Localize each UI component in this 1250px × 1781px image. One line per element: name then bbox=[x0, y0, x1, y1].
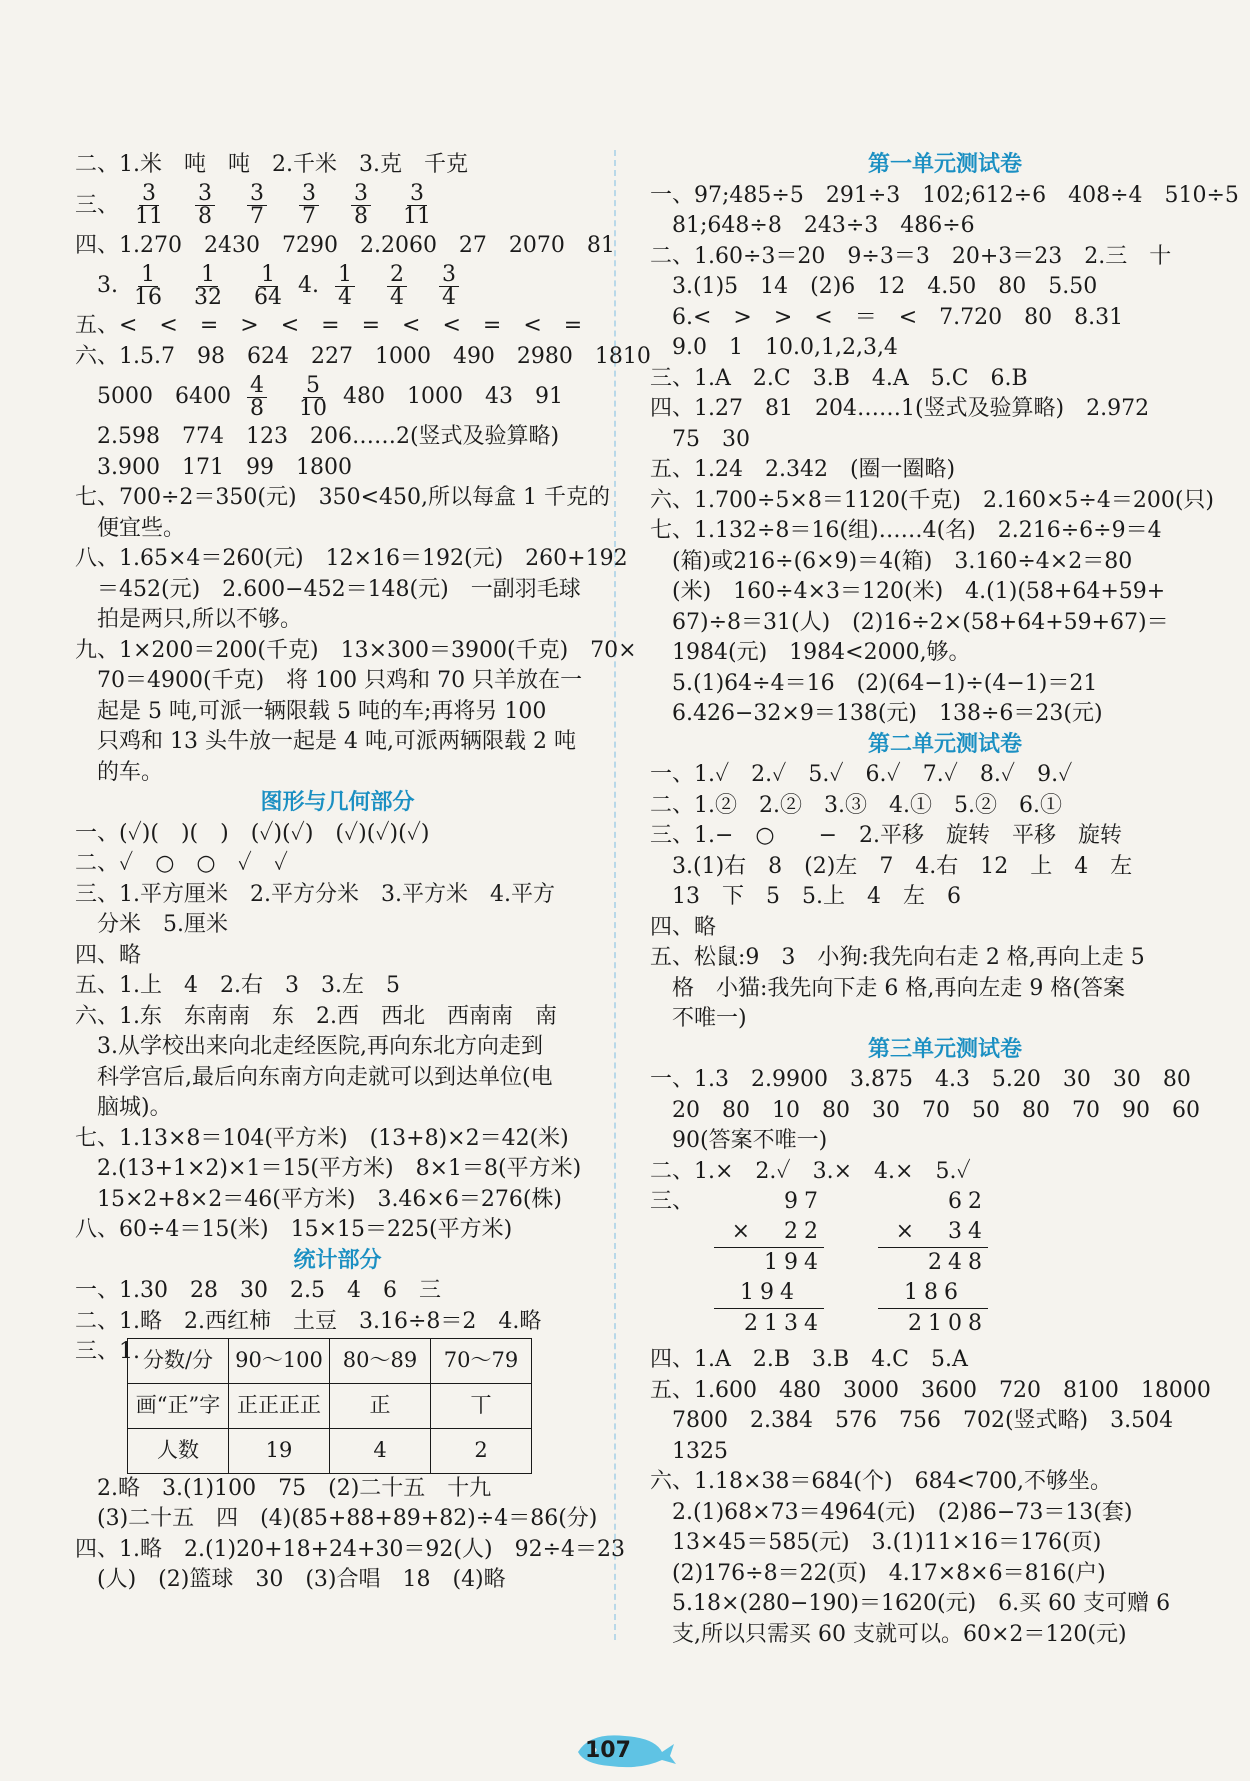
section-title-unit-2: 第二单元测试卷 bbox=[867, 731, 1022, 757]
denominator: 16 bbox=[134, 284, 162, 310]
answer-line: 三、1.平方厘米 2.平方分米 3.平方米 4.平方 bbox=[75, 881, 555, 907]
answer-line: 五、1.上 4 2.右 3 3.左 5 bbox=[75, 973, 400, 998]
answer-line: (米) 160÷4×3＝120(米) 4.(1)(58+64+59+ bbox=[650, 579, 1166, 604]
column-divider bbox=[614, 150, 616, 1640]
numerator: 3 bbox=[247, 183, 267, 206]
answer-line: 3.从学校出来向北走经医院,再向东北方向走到 bbox=[75, 1034, 543, 1059]
table-cell: 分数/分 bbox=[128, 1338, 229, 1383]
answer-line: 二、1.略 2.西红柿 土豆 3.16÷8＝2 4.略 bbox=[75, 1308, 542, 1334]
denominator: 11 bbox=[135, 204, 164, 229]
answer-line: 75 30 bbox=[650, 426, 750, 452]
answer-line: 2.(13+1×2)×1＝15(平方米) 8×1＝8(平方米) bbox=[75, 1156, 582, 1181]
answer-line: 支,所以只需买 60 支就可以。60×2＝120(元) bbox=[650, 1621, 1127, 1647]
item-label: 4. bbox=[298, 273, 319, 298]
table-cell: 正正正正 bbox=[229, 1383, 330, 1428]
mult-row: 2108 bbox=[908, 1311, 989, 1336]
answer-line: 6.< > > < ＝ < 7.720 80 8.31 bbox=[650, 304, 1124, 330]
answer-line: 5.18×(280−190)＝1620(元) 6.买 60 支可赠 6 bbox=[650, 1591, 1171, 1616]
denominator: 11 bbox=[403, 204, 432, 229]
fraction bbox=[194, 261, 222, 310]
answer-line: 二、✓ ○ ○ ✓ ✓ bbox=[75, 851, 288, 876]
answer-line: 七、1.132÷8＝16(组)……4(名) 2.216÷6÷9＝4 bbox=[650, 518, 1162, 543]
numerator: 3 bbox=[139, 183, 159, 206]
answer-line: 9.0 1 10.0,1,2,3,4 bbox=[650, 335, 898, 360]
answer-line: ＝452(元) 2.600−452＝148(元) 一副羽毛球 bbox=[75, 576, 581, 602]
answer-line: 13×45＝585(元) 3.(1)11×16＝176(页) bbox=[650, 1530, 1102, 1555]
fraction bbox=[335, 261, 355, 310]
table-row bbox=[128, 1338, 532, 1383]
mult-row: 97 bbox=[784, 1189, 825, 1214]
fraction bbox=[195, 183, 215, 228]
table-cell: 2 bbox=[431, 1428, 532, 1473]
right-column bbox=[650, 150, 1240, 1650]
answer-line: 2.(1)68×73＝4964(元) (2)86−73＝13(套) bbox=[650, 1499, 1133, 1525]
answer-text: 5000 6400 bbox=[75, 384, 231, 409]
fraction bbox=[387, 261, 407, 310]
answer-line: 二、1.米 吨 吨 2.千米 3.克 千克 bbox=[75, 152, 468, 177]
numerator: 3 bbox=[299, 183, 319, 206]
answer-line: 脑城)。 bbox=[75, 1095, 172, 1120]
numerator: 1 bbox=[138, 264, 158, 287]
fraction-row bbox=[75, 261, 600, 311]
answer-line: 五、< < = > < = = < < = < = bbox=[75, 313, 583, 338]
denominator: 8 bbox=[198, 204, 213, 229]
fraction bbox=[247, 183, 267, 228]
fraction-row bbox=[75, 372, 600, 422]
answer-line: 二、1.60÷3＝20 9÷3＝3 20+3＝23 2.三 十 bbox=[650, 243, 1172, 269]
fraction-group bbox=[119, 181, 447, 229]
denominator: 7 bbox=[250, 204, 265, 229]
denominator: 4 bbox=[390, 284, 404, 310]
fraction bbox=[135, 183, 163, 228]
numerator: 1 bbox=[335, 264, 355, 287]
answer-line: 三、1.− ○ − 2.平移 旋转 平移 旋转 bbox=[650, 823, 1123, 848]
answer-line: 一、1.30 28 30 2.5 4 6 三 bbox=[75, 1278, 441, 1303]
table-cell: 丅 bbox=[431, 1383, 532, 1428]
table-cell: 70～79 bbox=[431, 1338, 532, 1383]
answer-line: 五、1.24 2.342 (圈一圈略) bbox=[650, 457, 956, 482]
answer-line: 二、1.× 2.✓ 3.× 4.× 5.✓ bbox=[650, 1158, 971, 1184]
fraction bbox=[134, 261, 162, 310]
answer-line: 六、1.5.7 98 624 227 1000 490 2980 1810 bbox=[75, 343, 651, 369]
answer-line: 格 小猫:我先向下走 6 格,再向左走 9 格(答案 bbox=[650, 975, 1125, 1001]
numerator: 3 bbox=[195, 183, 215, 206]
answer-line: 3.900 171 99 1800 bbox=[75, 454, 352, 480]
answer-line: 不唯一) bbox=[650, 1006, 747, 1031]
answer-line: 20 80 10 80 30 70 50 80 70 90 60 bbox=[650, 1097, 1200, 1123]
numerator: 1 bbox=[198, 264, 218, 287]
table-row bbox=[128, 1383, 532, 1428]
denominator: 4 bbox=[338, 284, 352, 310]
fraction bbox=[351, 183, 371, 228]
numerator: 1 bbox=[258, 264, 278, 287]
answer-line: 九、1×200＝200(千克) 13×300＝3900(千克) 70× bbox=[75, 637, 637, 663]
answer-line: 五、松鼠:9 3 小狗:我先向右走 2 格,再向上走 5 bbox=[650, 945, 1145, 970]
answer-line: 67)÷8＝31(人) (2)16÷2×(58+64+59+67)＝ bbox=[650, 609, 1169, 635]
denominator: 8 bbox=[354, 204, 369, 229]
answer-line: 四、1.270 2430 7290 2.2060 27 2070 81 bbox=[75, 232, 615, 258]
vertical-multiplication-1 bbox=[714, 1187, 824, 1339]
mult-row: 62 bbox=[948, 1189, 989, 1214]
mult-row: × 22 bbox=[714, 1217, 824, 1248]
answer-line: (2)176÷8＝22(页) 4.17×8×6＝816(户) bbox=[650, 1560, 1106, 1586]
mult-row: × 34 bbox=[878, 1217, 988, 1248]
answer-line: 90(答案不唯一) bbox=[650, 1128, 828, 1153]
answer-line: 四、略 bbox=[75, 942, 142, 968]
answer-line: 的车。 bbox=[75, 759, 164, 785]
answer-line: 八、60÷4＝15(米) 15×15＝225(平方米) bbox=[75, 1217, 513, 1242]
fraction bbox=[403, 183, 431, 228]
answer-line: 四、1.略 2.(1)20+18+24+30＝92(人) 92÷4＝23 bbox=[75, 1536, 626, 1562]
item-label: 三、 bbox=[650, 1189, 695, 1214]
answer-line: 7800 2.384 576 756 702(竖式略) 3.504 bbox=[650, 1408, 1174, 1433]
answer-line: 科学宫后,最后向东南方向走就可以到达单位(电 bbox=[75, 1064, 553, 1090]
fraction bbox=[254, 261, 282, 310]
answer-line: 15×2+8×2＝46(平方米) 3.46×6＝276(株) bbox=[75, 1186, 563, 1212]
denominator: 32 bbox=[194, 284, 222, 310]
answer-line: 三、1.A 2.C 3.B 4.A 5.C 6.B bbox=[650, 365, 1028, 391]
vertical-multiplication-2 bbox=[878, 1187, 988, 1339]
table-cell: 正 bbox=[330, 1383, 431, 1428]
item-label: 三、 bbox=[75, 192, 120, 218]
answer-line: 便宜些。 bbox=[75, 515, 186, 541]
mult-row: 248 bbox=[928, 1250, 989, 1275]
answer-line: 七、1.13×8＝104(平方米) (13+8)×2＝42(米) bbox=[75, 1125, 569, 1151]
numerator: 3 bbox=[439, 264, 459, 287]
item-label: 3. bbox=[75, 273, 118, 298]
answer-line: 起是 5 吨,可派一辆限载 5 吨的车;再将另 100 bbox=[75, 698, 547, 724]
answer-line: 只鸡和 13 头牛放一起是 4 吨,可派两辆限载 2 吨 bbox=[75, 729, 576, 754]
answer-line: 四、略 bbox=[650, 914, 717, 940]
answer-line: 二、1.② 2.② 3.③ 4.① 5.② 6.① bbox=[650, 792, 1062, 818]
answer-line: 2.598 774 123 206……2(竖式及验算略) bbox=[75, 424, 560, 449]
table-cell: 画“正”字 bbox=[128, 1383, 229, 1428]
denominator: 7 bbox=[302, 204, 317, 229]
table-row bbox=[128, 1428, 532, 1473]
numerator: 2 bbox=[387, 264, 407, 287]
answer-line: 5.(1)64÷4＝16 (2)(64−1)÷(4−1)＝21 bbox=[650, 670, 1098, 696]
section-title-geometry: 图形与几何部分 bbox=[260, 790, 415, 815]
fraction-group bbox=[231, 372, 343, 421]
table-cell: 4 bbox=[330, 1428, 431, 1473]
numerator: 4 bbox=[247, 375, 267, 398]
answer-line: (人) (2)篮球 30 (3)合唱 18 (4)略 bbox=[75, 1567, 506, 1592]
answer-line: (箱)或216÷(6×9)＝4(箱) 3.160÷4×2＝80 bbox=[650, 548, 1133, 574]
answer-line: 一、97;485÷5 291÷3 102;612÷6 408÷4 510÷5 bbox=[650, 182, 1239, 208]
answer-line: 六、1.700÷5×8＝1120(千克) 2.160×5÷4＝200(只) bbox=[650, 487, 1214, 513]
vertical-multiplication-row bbox=[650, 1187, 1240, 1339]
answer-line: 七、700÷2＝350(元) 350<450,所以每盒 1 千克的 bbox=[75, 485, 610, 510]
answer-text: 480 1000 43 91 bbox=[342, 384, 563, 409]
fraction bbox=[298, 372, 327, 421]
table-cell: 19 bbox=[229, 1428, 330, 1473]
answer-line: 3.(1)5 14 (2)6 12 4.50 80 5.50 bbox=[650, 274, 1098, 299]
answer-line: 一、1.✓ 2.✓ 5.✓ 6.✓ 7.✓ 8.✓ 9.✓ bbox=[650, 762, 1073, 787]
mult-row: 2134 bbox=[744, 1311, 825, 1336]
denominator: 4 bbox=[442, 284, 456, 310]
mult-row: 194 bbox=[714, 1278, 824, 1309]
answer-line: 拍是两只,所以不够。 bbox=[75, 607, 302, 632]
tally-table bbox=[127, 1338, 532, 1474]
fraction-group bbox=[319, 261, 475, 310]
answer-line: 四、1.27 81 204……1(竖式及验算略) 2.972 bbox=[650, 396, 1150, 421]
numerator: 3 bbox=[351, 183, 371, 206]
answer-line: 1325 bbox=[650, 1438, 728, 1464]
answer-line: 13 下 5 5.上 4 左 6 bbox=[650, 884, 961, 909]
denominator: 8 bbox=[249, 395, 264, 421]
page-number: 107 bbox=[585, 1738, 631, 1763]
answer-line: 一、(✓)( )( ) (✓)(✓) (✓)(✓)(✓) bbox=[75, 820, 430, 846]
answer-line: 四、1.A 2.B 3.B 4.C 5.A bbox=[650, 1347, 968, 1372]
answer-line: 70＝4900(千克) 将 100 只鸡和 70 只羊放在一 bbox=[75, 668, 583, 693]
answer-line: 八、1.65×4＝260(元) 12×16＝192(元) 260+192 bbox=[75, 546, 628, 571]
fraction bbox=[299, 183, 319, 228]
answer-line: 三、1. bbox=[75, 1339, 140, 1364]
section-title-unit-3: 第三单元测试卷 bbox=[867, 1036, 1022, 1062]
numerator: 5 bbox=[303, 375, 323, 398]
table-cell: 80～89 bbox=[330, 1338, 431, 1383]
section-title-unit-1: 第一单元测试卷 bbox=[867, 152, 1022, 177]
multiplication-group bbox=[714, 1187, 988, 1339]
mult-row: 186 bbox=[878, 1278, 988, 1309]
answer-line: 一、1.3 2.9900 3.875 4.3 5.20 30 30 80 bbox=[650, 1067, 1191, 1092]
mult-row: 194 bbox=[764, 1250, 825, 1275]
left-column bbox=[75, 150, 651, 1596]
fraction-row bbox=[75, 181, 600, 231]
section-title-statistics: 统计部分 bbox=[293, 1247, 382, 1273]
answer-line: 六、1.18×38＝684(个) 684<700,不够坐。 bbox=[650, 1469, 1112, 1494]
answer-line: 五、1.600 480 3000 3600 720 8100 18000 bbox=[650, 1377, 1211, 1403]
table-cell: 90～100 bbox=[229, 1338, 330, 1383]
fraction-group bbox=[118, 261, 298, 310]
answer-line: 1984(元) 1984<2000,够。 bbox=[650, 640, 971, 665]
answer-line: 2.略 3.(1)100 75 (2)二十五 十九 bbox=[75, 1475, 492, 1501]
answer-line: (3)二十五 四 (4)(85+88+89+82)÷4＝86(分) bbox=[75, 1506, 598, 1531]
denominator: 10 bbox=[298, 395, 327, 421]
answer-line: 6.426−32×9＝138(元) 138÷6＝23(元) bbox=[650, 701, 1103, 726]
denominator: 64 bbox=[254, 284, 282, 310]
answer-line: 分米 5.厘米 bbox=[75, 912, 228, 937]
answer-line: 81;648÷8 243÷3 486÷6 bbox=[650, 213, 975, 238]
fraction bbox=[439, 261, 459, 310]
answer-line: 六、1.东 东南南 东 2.西 西北 西南南 南 bbox=[75, 1003, 557, 1029]
answer-line: 3.(1)右 8 (2)左 7 4.右 12 上 4 左 bbox=[650, 853, 1133, 879]
table-cell: 人数 bbox=[128, 1428, 229, 1473]
fraction bbox=[247, 372, 267, 421]
numerator: 3 bbox=[407, 183, 427, 206]
